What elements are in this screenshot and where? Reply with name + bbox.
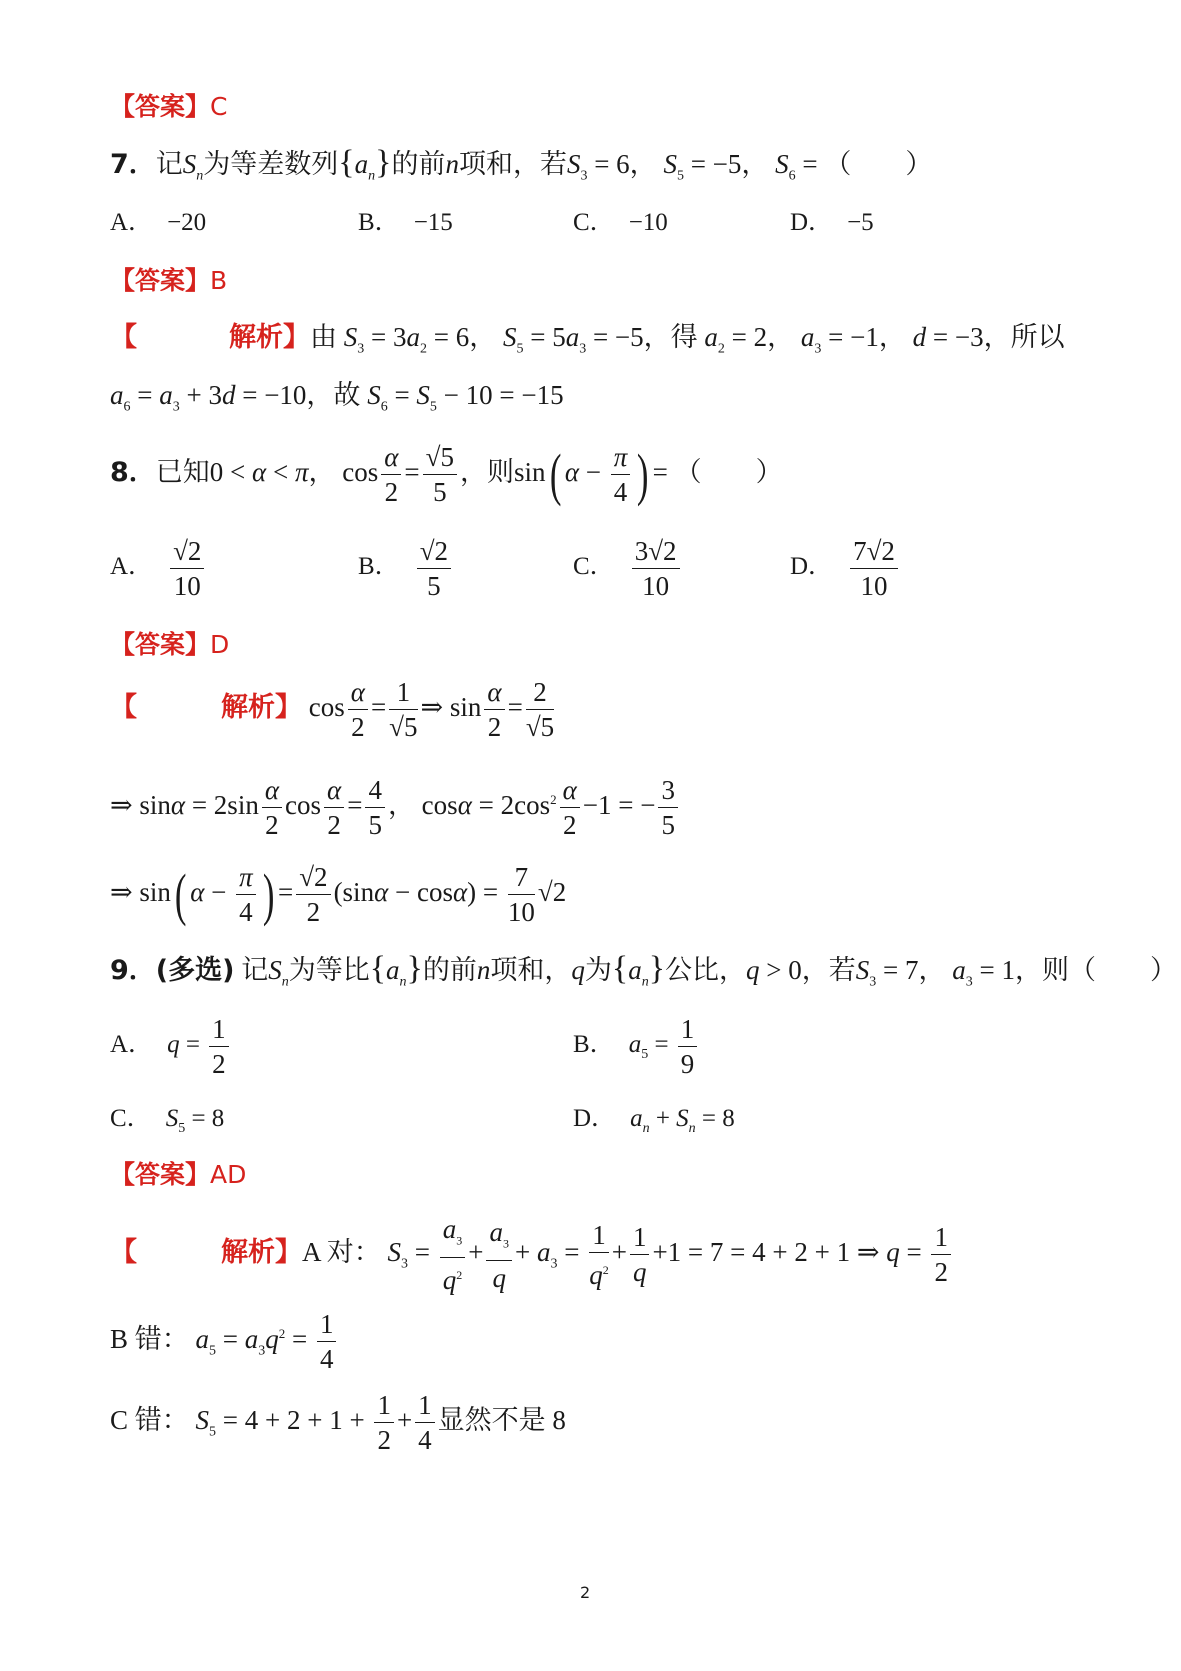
analysis-bracket: 【 [110, 322, 137, 353]
q8-option-a: A． $\frac{√2}{10}$ [110, 534, 207, 603]
q8-option-b: B． $\frac{√2}{5}$ [358, 534, 454, 603]
q8-option-c: C． $\frac{3√2}{10}$ [573, 534, 683, 603]
answer-label: 【答案】 [110, 92, 211, 121]
analysis-label: 解析】 [221, 1236, 302, 1268]
question-7-stem: 7．记$S_n$为等差数列$\{a_n\}$的前n项和，若$S_3 = 6$， $S_5 = -5$， $S_6$ = （ ） [110, 144, 933, 184]
q7-analysis-line2: $a_6 = a_3 + 3d = -10$，故 $S_6 = S_5 - 10 = -15$ [110, 380, 564, 415]
q9-analysis-b: B 错： $a_5 = a_3q^2$ = $\frac{1}{4}$ [110, 1302, 339, 1383]
analysis-label: 解析】 [229, 322, 310, 353]
q9-option-d: D． $a_n + S_n = 8$ [573, 1105, 735, 1136]
answer-value: B [210, 266, 228, 295]
q8-analysis-line1: 【 解析】 cos $\frac{\alpha}{2}$ = $\frac{1}{√5}$ ⇒ sin $\frac{\alpha}{2}$ = $\frac{2}{√5}$ [110, 677, 555, 743]
analysis-label: 解析】 [221, 692, 302, 723]
analysis-bracket: 【 [110, 1236, 137, 1268]
q7-option-a: A． −20 [110, 209, 207, 236]
question-8-stem: 8．已知0 < α < π， cos $\frac{\alpha}{2}$ = $\frac{√5}{5}$ ，则sin( α − $\frac{\pi}{4}$ ) = （ ） [110, 441, 783, 508]
question-number: 7． [110, 149, 156, 180]
analysis-bracket: 【 [110, 692, 137, 723]
answer-row-q8 [110, 630, 229, 661]
q7-option-d: D． −5 [790, 209, 874, 236]
answer-label: 【答案】 [110, 1160, 211, 1189]
q9-option-a: A． q = $\frac{1}{2}$ [110, 1012, 232, 1081]
answer-label: 【答案】 [110, 630, 211, 659]
q9-analysis-c: C 错： $S_5 = 4 + 2 + 1$ + $\frac{1}{2}$ + $\frac{1}{4}$ 显然不是 8 [110, 1390, 566, 1456]
q7-option-c: C． −10 [573, 209, 668, 236]
q7-analysis-line1: 【 解析】由 $S_3 = 3a_2 = 6$， $S_5 = 5a_3 = -5$，得 $a_2 = 2$， $a_3 = -1$， d = −3，所以 [110, 322, 1065, 357]
q8-option-d: D． $\frac{7√2}{10}$ [790, 534, 901, 603]
q9-analysis-a: 【 解析】A 对： $S_3$ = $\frac{a_3}{q^2}$ + $\frac{a_3}{q}$ + $a_3$ = $\frac{1}{q^2}$ + $\frac{1}{q}$ +1 = 7 = 4 + 2 + 1 ⇒ q = $\frac{1}{2}$ [110, 1212, 954, 1297]
answer-value: D [210, 630, 230, 659]
q9-option-b: B． $a_5$ = $\frac{1}{9}$ [573, 1012, 700, 1087]
question-9-stem: 9．(多选) 记$S_n$为等比$\{a_n\}$的前n项和，q为$\{a_n\}$公比，q > 0，若$S_3 = 7$， $a_3 = 1$，则（ ） [110, 950, 1177, 990]
answer-row-q9 [110, 1160, 246, 1191]
answer-row-q6 [110, 92, 227, 123]
answer-value: AD [210, 1160, 247, 1189]
question-number: 9．(多选) [110, 955, 235, 986]
q9-option-c: C． $S_5 = 8$ [110, 1105, 225, 1136]
q8-analysis-line3: ⇒ sin( α − $\frac{\pi}{4}$ ) = $\frac{√2}{2}$ (sinα − cosα) = $\frac{7}{10}$ √2 [110, 861, 567, 928]
q8-analysis-line2: ⇒ sinα = 2sin $\frac{\alpha}{2}$ cos $\frac{\alpha}{2}$ = $\frac{4}{5}$ ， $\cos\alpha = 2\cos^2$ $\frac{\alpha}{2}$ −1 = − $\frac{3}{5}$ [110, 768, 681, 842]
answer-label: 【答案】 [110, 266, 211, 295]
q7-option-b: B． −15 [358, 209, 453, 236]
question-number: 8． [110, 457, 156, 488]
answer-row-q7 [110, 266, 227, 297]
page-number: 2 [580, 1583, 591, 1602]
answer-value: C [210, 92, 228, 121]
